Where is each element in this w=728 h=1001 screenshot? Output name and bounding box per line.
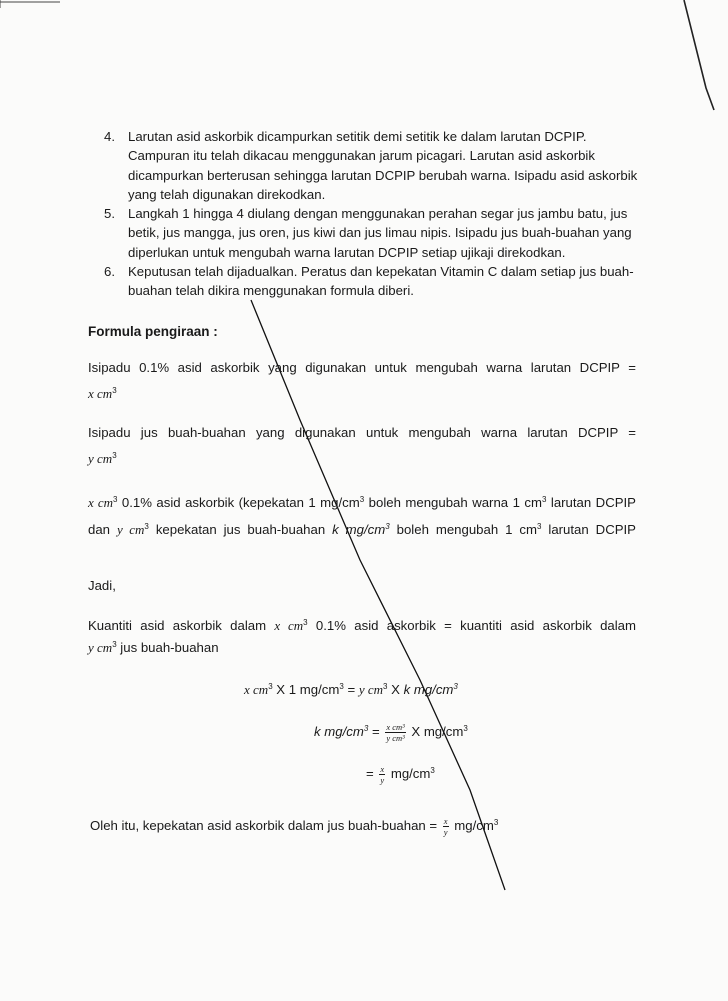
formula-para-x: Isipadu 0.1% asid askorbik yang digunakan untuk mengubah warna larutan DCPIP = <box>88 360 636 375</box>
formula-var-x: x $cm^3$ <box>88 386 117 401</box>
step-item: 6. Keputusan telah dijadualkan. Peratus dan kepekatan Vitamin C dalam setiap jus buah-buahan telah dikira menggunakan formula diberi. <box>104 264 634 299</box>
step-item: 4. Larutan asid askorbik dicampurkan setitik demi setitik ke dalam larutan DCPIP. Campuran itu telah dikacau menggunakan jarum picagari. Larutan asid askorbik dicampurkan berterusan sehingga larutan DCPIP berubah warna. Isipadu asid askorbik yang telah digunakan direkodkan. <box>104 129 638 202</box>
formula-para-y: Isipadu jus buah-buahan yang digunakan untuk mengubah warna larutan DCPIP = <box>88 425 636 440</box>
formula-var-y: y $cm^3$ <box>88 451 117 466</box>
fraction-x-over-y: $\frac{x}{y}$ <box>443 816 448 837</box>
equation-1: x $cm^3$ X 1 $mg/cm^3 = y$ $cm^3$ X k $mg/cm^3$ <box>244 682 458 697</box>
equation-3: = $\frac{x}{y}$ $mg/cm^3$ <box>366 764 435 785</box>
equation-2: k $mg/cm^3$ = $\frac{\text{x cm³}}{\text{y cm³}}$ X $mg/cm^3$ <box>314 722 468 743</box>
jadi-label: Jadi, <box>88 578 116 593</box>
formula-para-concentration: x $cm^3$ 0.1% asid askorbik (kepekatan 1 $mg/cm^3$ boleh mengubah warna 1 $cm^3$ larutan DCPIP dan y $cm^3$ kepekatan jus buah-buahan k $mg/cm^3$ boleh mengubah 1 $cm^3$ larutan DCPIP <box>88 495 636 537</box>
formula-heading: Formula pengiraan : <box>88 324 218 339</box>
quantity-statement-cont: y $cm^3$ jus buah-buahan <box>88 640 219 655</box>
fraction-x-over-y-cm: $\frac{\text{x cm³}}{\text{y cm³}}$ <box>386 722 405 743</box>
quantity-statement: Kuantiti asid askorbik dalam x $cm^3$ 0.1% asid askorbik = kuantiti asid askorbik dalam <box>88 618 636 633</box>
fraction-x-over-y: $\frac{x}{y}$ <box>380 764 385 785</box>
conclusion-line: Oleh itu, kepekatan asid askorbik dalam jus buah-buahan = $\frac{x}{y}$ $mg/cm^3$ <box>90 816 499 837</box>
step-item: 5. Langkah 1 hingga 4 diulang dengan menggunakan perahan segar jus jambu batu, jus betik, jus mangga, jus oren, jus kiwi dan jus limau nipis. Isipadu jus buah-buahan yang diperlukan untuk mengubah warna larutan DCPIP setiap ujikaji direkodkan. <box>104 206 632 260</box>
procedure-steps <box>104 127 644 301</box>
